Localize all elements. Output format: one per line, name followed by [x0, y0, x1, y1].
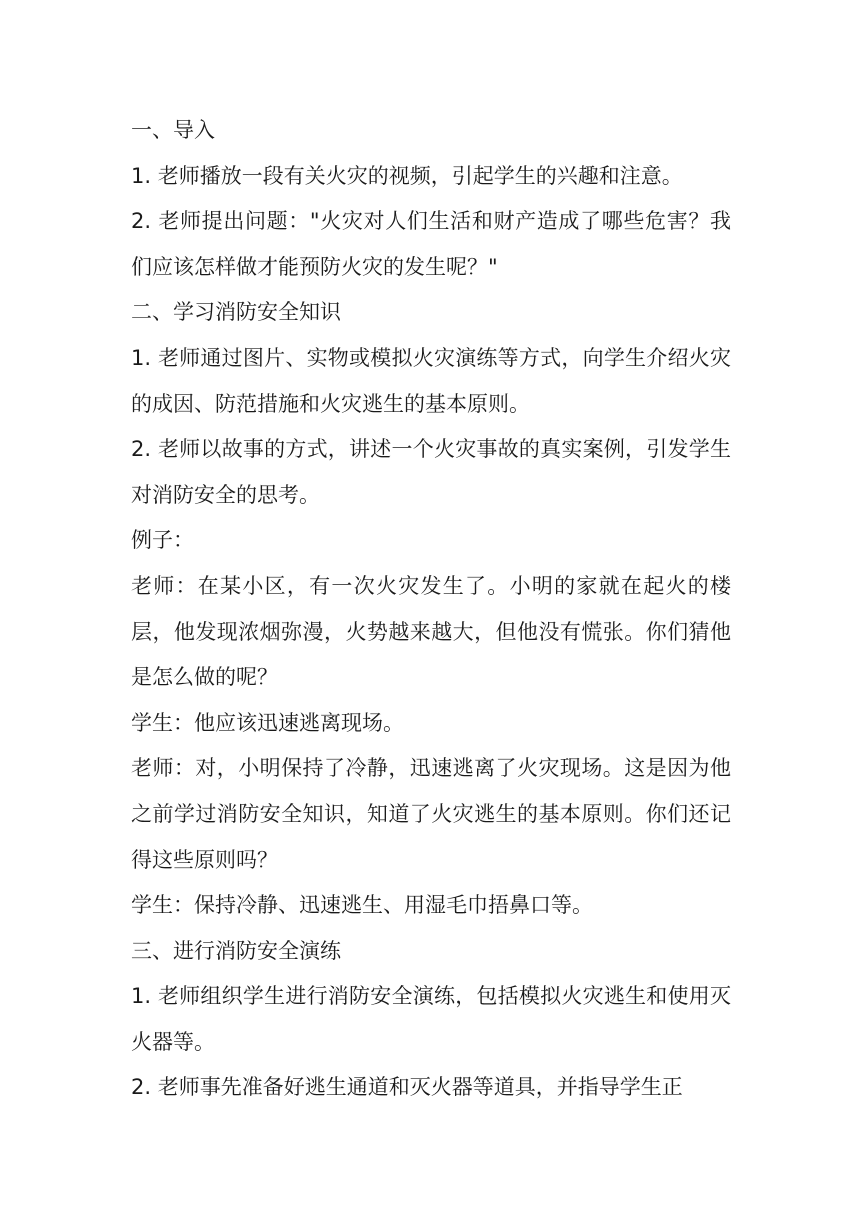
example-label: 例子：: [131, 528, 194, 553]
document-body: [131, 108, 731, 1111]
paragraph: 1. 老师通过图片、实物或模拟火灾演练等方式，向学生介绍火灾的成因、防范措施和火灾逃生的基本原则。: [131, 345, 731, 416]
section-heading-intro: 一、导入: [131, 118, 215, 142]
dialogue-line: 老师：在某小区，有一次火灾发生了。小明的家就在起火的楼层，他发现浓烟弥漫，火势越来越大，但他没有慌张。你们猜他是怎么做的呢？: [131, 573, 731, 690]
section-heading-knowledge: 二、学习消防安全知识: [131, 300, 341, 325]
dialogue-line: 学生：他应该迅速逃离现场。: [131, 710, 404, 735]
paragraph: 2. 老师提出问题："火灾对人们生活和财产造成了哪些危害？我们应该怎样做才能预防火灾的发生呢？": [131, 209, 731, 279]
dialogue-line: 学生：保持冷静、迅速逃生、用湿毛巾捂鼻口等。: [131, 893, 593, 918]
dialogue-line: 老师：对，小明保持了冷静，迅速逃离了火灾现场。这是因为他之前学过消防安全知识，知道了火灾逃生的基本原则。你们还记得这些原则吗？: [131, 756, 731, 872]
paragraph: 2. 老师以故事的方式，讲述一个火灾事故的真实案例，引发学生对消防安全的思考。: [131, 437, 731, 507]
paragraph: 1. 老师组织学生进行消防安全演练，包括模拟火灾逃生和使用灭火器等。: [131, 984, 731, 1054]
paragraph: 2. 老师事先准备好逃生通道和灭火器等道具，并指导学生正: [131, 1075, 683, 1100]
section-heading-drill: 三、进行消防安全演练: [131, 938, 341, 963]
paragraph: 1. 老师播放一段有关火灾的视频，引起学生的兴趣和注意。: [131, 163, 683, 188]
